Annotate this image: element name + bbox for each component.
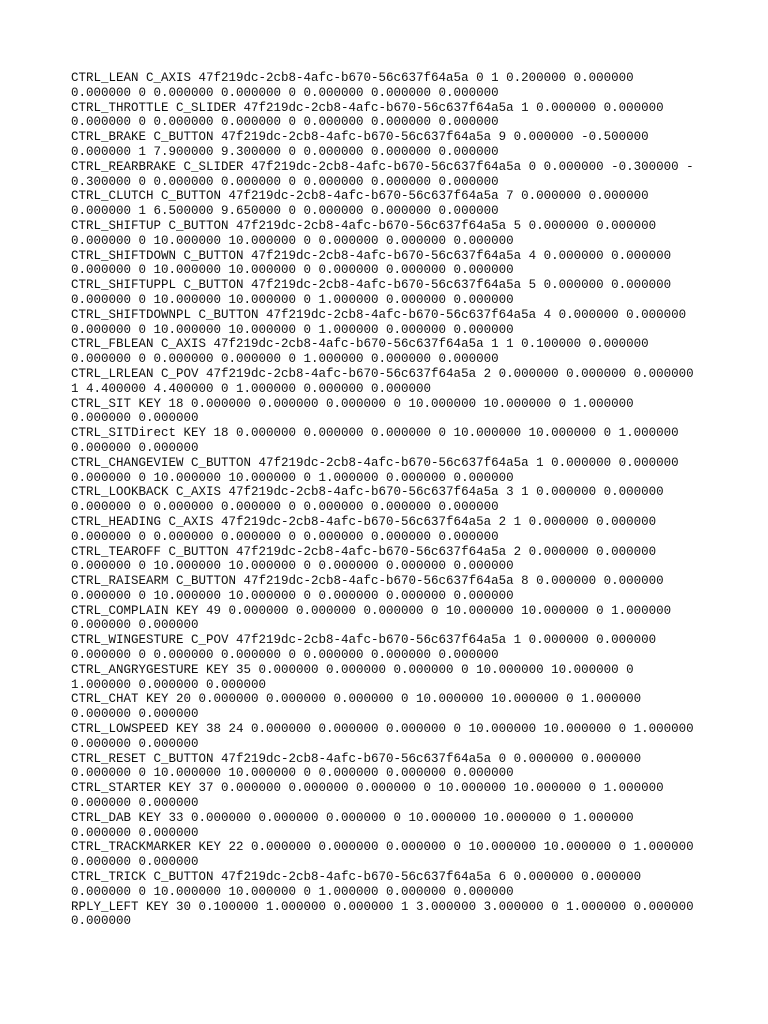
text-line: CTRL_LRLEAN C_POV 47f219dc-2cb8-4afc-b670-56c637f64a5a 2 0.000000 0.000000 0.000000 — [71, 366, 694, 381]
text-line: 0.000000 0 10.000000 10.000000 0 1.000000 0.000000 0.000000 — [71, 322, 514, 337]
text-line: 0.000000 1 7.900000 9.300000 0 0.000000 0.000000 0.000000 — [71, 144, 499, 159]
text-line: CTRL_DAB KEY 33 0.000000 0.000000 0.000000 0 10.000000 10.000000 0 1.000000 — [71, 810, 634, 825]
text-line: 0.000000 0 10.000000 10.000000 0 0.000000 0.000000 0.000000 — [71, 233, 514, 248]
text-line: 0.000000 0.000000 — [71, 796, 199, 811]
text-line: 0.000000 0 10.000000 10.000000 0 0.000000 0.000000 0.000000 — [71, 263, 514, 278]
text-line: 0.000000 0 0.000000 0.000000 0 0.000000 0.000000 0.000000 — [71, 648, 499, 663]
text-line: 1.000000 0.000000 0.000000 — [71, 677, 267, 692]
text-line: CTRL_CLUTCH C_BUTTON 47f219dc-2cb8-4afc-b670-56c637f64a5a 7 0.000000 0.000000 — [71, 189, 649, 204]
text-line: CTRL_SITDirect KEY 18 0.000000 0.000000 0.000000 0 10.000000 10.000000 0 1.000000 — [71, 426, 679, 441]
text-line: 0.000000 0 10.000000 10.000000 0 0.000000 0.000000 0.000000 — [71, 559, 514, 574]
text-line: CTRL_ANGRYGESTURE KEY 35 0.000000 0.000000 0.000000 0 10.000000 10.000000 0 — [71, 662, 634, 677]
text-line: 0.000000 0.000000 — [71, 855, 199, 870]
text-line: CTRL_HEADING C_AXIS 47f219dc-2cb8-4afc-b670-56c637f64a5a 2 1 0.000000 0.000000 — [71, 514, 657, 529]
text-line: CTRL_CHANGEVIEW C_BUTTON 47f219dc-2cb8-4afc-b670-56c637f64a5a 1 0.000000 0.000000 — [71, 455, 679, 470]
text-line: CTRL_LEAN C_AXIS 47f219dc-2cb8-4afc-b670-56c637f64a5a 0 1 0.200000 0.000000 — [71, 71, 634, 85]
text-line: CTRL_FBLEAN C_AXIS 47f219dc-2cb8-4afc-b670-56c637f64a5a 1 1 0.100000 0.000000 — [71, 337, 649, 352]
document-page — [71, 71, 711, 929]
text-line: 0.000000 0 10.000000 10.000000 0 1.000000 0.000000 0.000000 — [71, 292, 514, 307]
text-line: 0.000000 0.000000 — [71, 618, 199, 633]
text-line: 0.000000 0 0.000000 0.000000 0 0.000000 0.000000 0.000000 — [71, 115, 499, 130]
text-line: CTRL_STARTER KEY 37 0.000000 0.000000 0.000000 0 10.000000 10.000000 0 1.000000 — [71, 781, 664, 796]
text-line: 0.000000 0 0.000000 0.000000 0 0.000000 0.000000 0.000000 — [71, 500, 499, 515]
text-line: 0.000000 — [71, 914, 132, 929]
text-line: CTRL_CHAT KEY 20 0.000000 0.000000 0.000000 0 10.000000 10.000000 0 1.000000 — [71, 692, 642, 707]
text-line: CTRL_RESET C_BUTTON 47f219dc-2cb8-4afc-b670-56c637f64a5a 0 0.000000 0.000000 — [71, 751, 642, 766]
text-line: CTRL_TRACKMARKER KEY 22 0.000000 0.000000 0.000000 0 10.000000 10.000000 0 1.000000 — [71, 840, 694, 855]
document-text — [71, 71, 711, 929]
text-line: 0.000000 0.000000 — [71, 707, 199, 722]
text-line: 0.300000 0 0.000000 0.000000 0 0.000000 0.000000 0.000000 — [71, 174, 499, 189]
text-line: CTRL_RAISEARM C_BUTTON 47f219dc-2cb8-4afc-b670-56c637f64a5a 8 0.000000 0.000000 — [71, 574, 664, 589]
text-line: CTRL_TEAROFF C_BUTTON 47f219dc-2cb8-4afc-b670-56c637f64a5a 2 0.000000 0.000000 — [71, 544, 657, 559]
text-line: RPLY_LEFT KEY 30 0.100000 1.000000 0.000000 1 3.000000 3.000000 0 1.000000 0.000000 — [71, 899, 694, 914]
text-line: CTRL_LOWSPEED KEY 38 24 0.000000 0.000000 0.000000 0 10.000000 10.000000 0 1.000000 — [71, 722, 694, 737]
text-line: CTRL_SHIFTUP C_BUTTON 47f219dc-2cb8-4afc-b670-56c637f64a5a 5 0.000000 0.000000 — [71, 218, 657, 233]
text-line: 0.000000 0.000000 — [71, 736, 199, 751]
text-line: 1 4.400000 4.400000 0 1.000000 0.000000 0.000000 — [71, 381, 432, 396]
text-line: 0.000000 0 0.000000 0.000000 0 1.000000 0.000000 0.000000 — [71, 352, 499, 367]
text-line: 0.000000 0.000000 — [71, 440, 199, 455]
text-line: CTRL_SIT KEY 18 0.000000 0.000000 0.000000 0 10.000000 10.000000 0 1.000000 — [71, 396, 634, 411]
text-line: CTRL_BRAKE C_BUTTON 47f219dc-2cb8-4afc-b670-56c637f64a5a 9 0.000000 -0.500000 — [71, 130, 649, 145]
text-line: 0.000000 0 10.000000 10.000000 0 1.000000 0.000000 0.000000 — [71, 470, 514, 485]
text-line: CTRL_WINGESTURE C_POV 47f219dc-2cb8-4afc-b670-56c637f64a5a 1 0.000000 0.000000 — [71, 633, 657, 648]
text-line: 0.000000 0 0.000000 0.000000 0 0.000000 0.000000 0.000000 — [71, 529, 499, 544]
text-line: CTRL_REARBRAKE C_SLIDER 47f219dc-2cb8-4afc-b670-56c637f64a5a 0 0.000000 -0.300000 - — [71, 159, 694, 174]
text-line: 0.000000 1 6.500000 9.650000 0 0.000000 0.000000 0.000000 — [71, 204, 499, 219]
text-line: 0.000000 0 10.000000 10.000000 0 1.000000 0.000000 0.000000 — [71, 884, 514, 899]
text-line: CTRL_SHIFTUPPL C_BUTTON 47f219dc-2cb8-4afc-b670-56c637f64a5a 5 0.000000 0.000000 — [71, 278, 672, 293]
text-line: CTRL_THROTTLE C_SLIDER 47f219dc-2cb8-4afc-b670-56c637f64a5a 1 0.000000 0.000000 — [71, 100, 664, 115]
text-line: CTRL_SHIFTDOWNPL C_BUTTON 47f219dc-2cb8-4afc-b670-56c637f64a5a 4 0.000000 0.000000 — [71, 307, 687, 322]
text-line: CTRL_LOOKBACK C_AXIS 47f219dc-2cb8-4afc-b670-56c637f64a5a 3 1 0.000000 0.000000 — [71, 485, 664, 500]
text-line: 0.000000 0 10.000000 10.000000 0 0.000000 0.000000 0.000000 — [71, 766, 514, 781]
text-line: CTRL_COMPLAIN KEY 49 0.000000 0.000000 0.000000 0 10.000000 10.000000 0 1.000000 — [71, 603, 672, 618]
text-line: CTRL_TRICK C_BUTTON 47f219dc-2cb8-4afc-b670-56c637f64a5a 6 0.000000 0.000000 — [71, 870, 642, 885]
text-line: 0.000000 0.000000 — [71, 825, 199, 840]
text-line: CTRL_SHIFTDOWN C_BUTTON 47f219dc-2cb8-4afc-b670-56c637f64a5a 4 0.000000 0.000000 — [71, 248, 672, 263]
text-line: 0.000000 0.000000 — [71, 411, 199, 426]
text-line: 0.000000 0 10.000000 10.000000 0 0.000000 0.000000 0.000000 — [71, 588, 514, 603]
text-line: 0.000000 0 0.000000 0.000000 0 0.000000 0.000000 0.000000 — [71, 85, 499, 100]
